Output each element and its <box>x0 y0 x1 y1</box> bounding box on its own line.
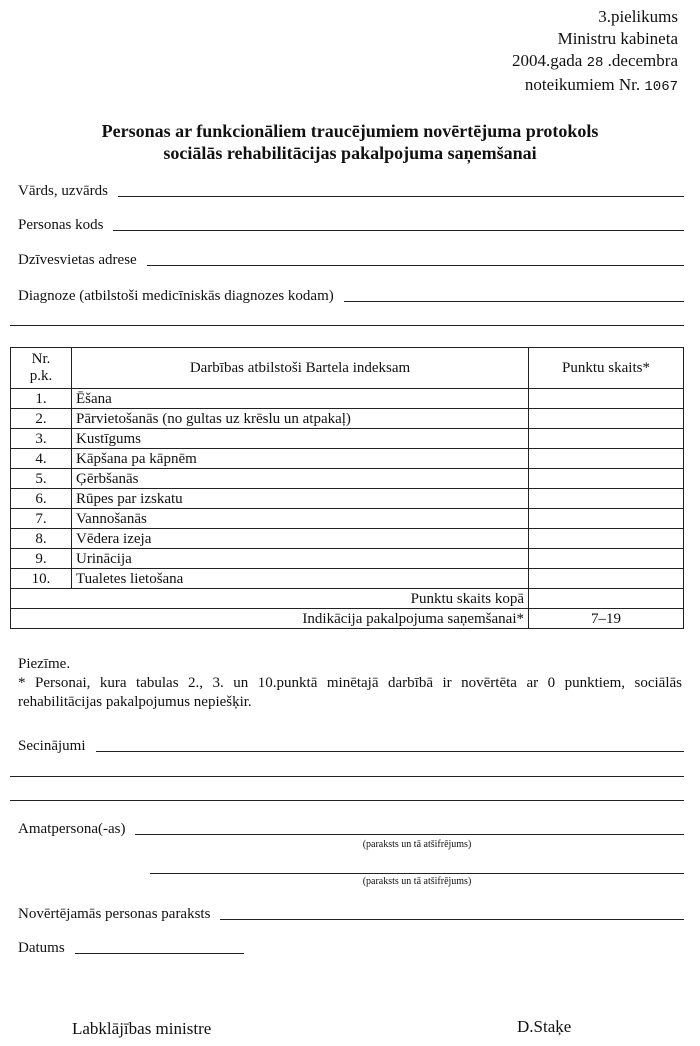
person-signature-line[interactable] <box>220 918 684 920</box>
header-points: Punktu skaits* <box>529 348 684 389</box>
personal-code-field[interactable] <box>18 214 684 234</box>
title-line-2: sociālās rehabilitācijas pakalpojuma saņemšanai <box>163 143 537 163</box>
row-nr: 9. <box>11 549 72 569</box>
minister-title: Labklājības ministre <box>72 1019 212 1038</box>
row-points-cell[interactable] <box>529 489 684 509</box>
conclusions-line[interactable] <box>96 750 685 752</box>
personal-code-label: Personas kods <box>18 217 104 233</box>
table-row <box>11 509 684 529</box>
row-activity: Ēšana <box>72 389 529 409</box>
document-title <box>0 120 700 164</box>
row-nr: 8. <box>11 529 72 549</box>
row-activity: Vēdera izeja <box>72 529 529 549</box>
table-row <box>11 409 684 429</box>
person-signature-field[interactable] <box>18 903 684 923</box>
official-signature-line-1[interactable] <box>135 833 684 835</box>
conclusions-line-2[interactable] <box>10 776 684 777</box>
conclusions-label: Secinājumi <box>18 738 86 754</box>
table-header-row <box>11 348 684 389</box>
annex-number: 3.pielikums <box>598 7 678 26</box>
official-label: Amatpersona(-as) <box>18 821 126 837</box>
official-field[interactable] <box>18 818 684 838</box>
date-field[interactable] <box>18 937 244 957</box>
row-points-cell[interactable] <box>529 469 684 489</box>
note-block <box>18 655 682 712</box>
title-line-1: Personas ar funkcionāliem traucējumiem novērtējuma protokols <box>101 121 599 141</box>
conclusions-field[interactable] <box>18 735 684 755</box>
date-month: .decembra <box>607 51 678 70</box>
table-row <box>11 569 684 589</box>
row-points-cell[interactable] <box>529 449 684 469</box>
regulation-number: 1067 <box>644 79 678 95</box>
row-activity: Kāpšana pa kāpnēm <box>72 449 529 469</box>
barthel-table <box>10 347 684 629</box>
row-nr: 5. <box>11 469 72 489</box>
indication-label: Indikācija pakalpojuma saņemšanai* <box>11 609 529 629</box>
diagnosis-label: Diagnoze (atbilstoši medicīniskās diagnozes kodam) <box>18 288 334 304</box>
row-activity: Vannošanās <box>72 509 529 529</box>
note-text: * Personai, kura tabulas 2., 3. un 10.punktā minētajā darbībā ir novērtēta ar 0 punktiem, sociālās rehabilitācijas pakalpojumus nepiešķir. <box>18 675 682 710</box>
date-line[interactable] <box>75 952 244 954</box>
date-label: Datums <box>18 940 65 956</box>
address-field[interactable] <box>18 249 684 269</box>
regulation-number-line <box>512 74 678 98</box>
table-row <box>11 429 684 449</box>
regulation-date <box>512 50 678 74</box>
minister-name: D.Staķe <box>517 1017 572 1036</box>
diagnosis-field[interactable] <box>18 285 684 305</box>
header-nr-line1: Nr. <box>31 351 51 367</box>
row-nr: 4. <box>11 449 72 469</box>
row-activity: Tualetes lietošana <box>72 569 529 589</box>
name-line[interactable] <box>118 195 684 197</box>
name-field[interactable] <box>18 180 684 200</box>
conclusions-line-3[interactable] <box>10 800 684 801</box>
header-activity: Darbības atbilstoši Bartela indeksam <box>72 348 529 389</box>
row-points-cell[interactable] <box>529 429 684 449</box>
official-signature-line-2[interactable] <box>150 873 684 874</box>
row-points-cell[interactable] <box>529 549 684 569</box>
row-points-cell[interactable] <box>529 529 684 549</box>
row-activity: Urinācija <box>72 549 529 569</box>
table-row <box>11 529 684 549</box>
address-line[interactable] <box>147 264 684 266</box>
diagnosis-line[interactable] <box>344 300 684 302</box>
date-day: 28 <box>586 55 604 71</box>
row-nr: 10. <box>11 569 72 589</box>
row-nr: 7. <box>11 509 72 529</box>
row-activity: Pārvietošanās (no gultas uz krēslu un atpakaļ) <box>72 409 529 429</box>
total-label: Punktu skaits kopā <box>11 589 529 609</box>
row-nr: 1. <box>11 389 72 409</box>
indication-row <box>11 609 684 629</box>
row-points-cell[interactable] <box>529 509 684 529</box>
personal-code-line[interactable] <box>113 229 684 231</box>
date-prefix: 2004.gada <box>512 51 583 70</box>
row-activity: Rūpes par izskatu <box>72 489 529 509</box>
signature-caption-1: (paraksts un tā atšifrējums) <box>362 839 472 850</box>
row-points-cell[interactable] <box>529 389 684 409</box>
indication-value: 7–19 <box>529 609 684 629</box>
header-nr-line2: p.k. <box>29 368 53 384</box>
table-row <box>11 549 684 569</box>
table-row <box>11 489 684 509</box>
row-activity: Kustīgums <box>72 429 529 449</box>
diagnosis-extra-line[interactable] <box>10 325 684 326</box>
signature-caption-2: (paraksts un tā atšifrējums) <box>362 876 472 887</box>
table-row <box>11 449 684 469</box>
header-nr <box>11 348 72 389</box>
row-nr: 2. <box>11 409 72 429</box>
table-row <box>11 389 684 409</box>
issuer: Ministru kabineta <box>557 29 678 48</box>
address-label: Dzīvesvietas adrese <box>18 252 137 268</box>
total-row <box>11 589 684 609</box>
name-label: Vārds, uzvārds <box>18 183 108 199</box>
row-nr: 6. <box>11 489 72 509</box>
note-heading: Piezīme. <box>18 656 71 672</box>
row-points-cell[interactable] <box>529 409 684 429</box>
row-activity: Ģērbšanās <box>72 469 529 489</box>
person-signature-label: Novērtējamās personas paraksts <box>18 906 211 922</box>
total-points-cell[interactable] <box>529 589 684 609</box>
row-nr: 3. <box>11 429 72 449</box>
regulation-prefix: noteikumiem Nr. <box>524 75 641 94</box>
table-row <box>11 469 684 489</box>
row-points-cell[interactable] <box>529 569 684 589</box>
annex-reference <box>512 6 678 98</box>
